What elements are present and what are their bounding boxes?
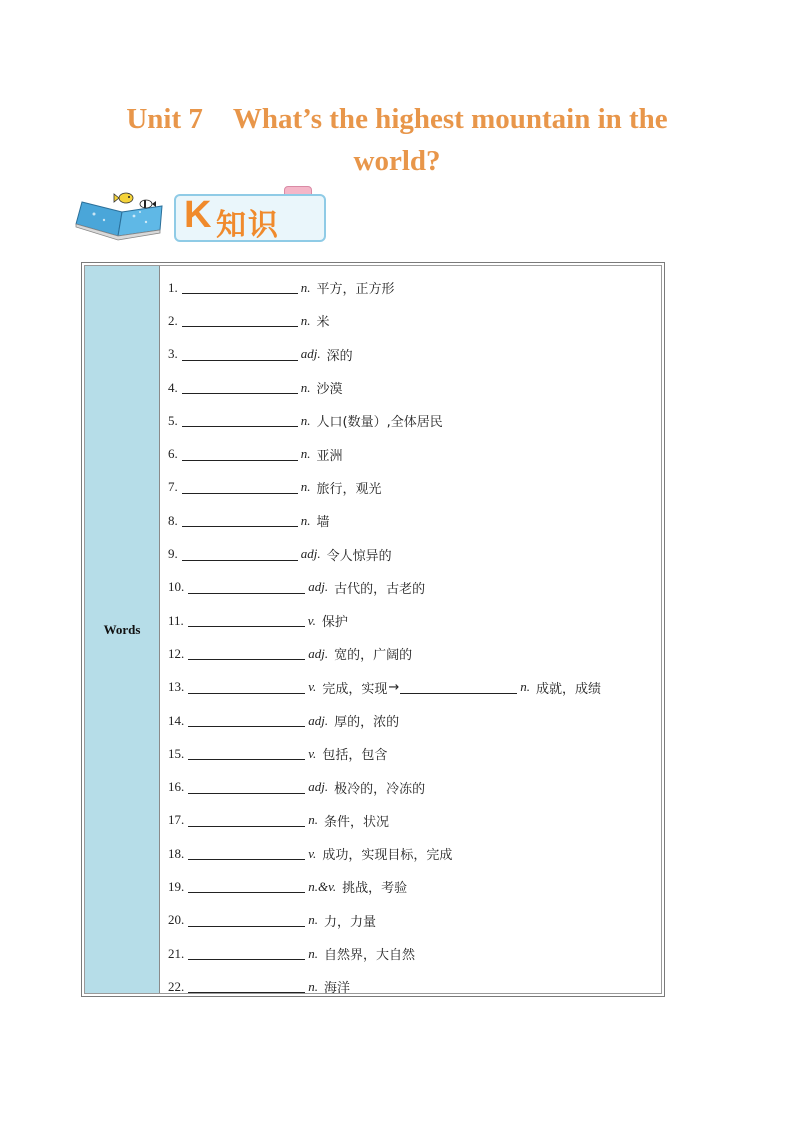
unit-label: Unit 7 [126,103,203,135]
item-number: 3. [168,346,178,362]
knowledge-letter: K [184,194,212,236]
meaning: 古代的，古老的 [334,581,426,597]
meaning: 深的 [326,348,353,364]
part-of-speech: n. [308,912,318,928]
part-of-speech: n. [300,312,311,328]
meaning: 海洋 [324,981,351,997]
word-row [168,304,658,337]
answer-blank[interactable] [188,980,305,993]
word-row [168,504,658,537]
item-number: 6. [168,446,178,462]
word-row [168,604,658,637]
answer-blank[interactable] [182,314,298,327]
word-row [168,404,658,437]
meaning: 力，力量 [324,914,377,930]
part-of-speech: adj. [308,712,329,728]
answer-blank[interactable] [188,614,305,627]
word-list [168,271,658,1004]
item-number: 20. [168,912,185,928]
answer-blank[interactable] [182,348,298,361]
meaning: 自然界，大自然 [324,948,416,964]
part-of-speech: adj. [308,779,329,795]
meaning: 平方，正方形 [316,282,395,298]
word-row [168,637,658,670]
answer-blank[interactable] [182,414,298,427]
part-of-speech: n. [308,978,318,994]
meaning: 成功，实现目标，完成 [322,848,453,864]
part-of-speech: v. [307,612,316,628]
answer-blank-2[interactable] [400,681,517,694]
part-of-speech: n. [308,945,318,961]
answer-blank[interactable] [182,548,298,561]
meaning: 完成，实现 [322,681,388,697]
answer-blank[interactable] [188,681,305,694]
item-number: 8. [168,512,178,528]
word-row [168,571,658,604]
meaning: 条件，状况 [324,814,390,830]
item-number: 17. [168,812,185,828]
meaning: 令人惊异的 [326,548,392,564]
title-line-2: world? [353,145,441,177]
item-number: 18. [168,845,185,861]
meaning: 沙漠 [316,382,343,398]
item-number: 22. [168,978,185,994]
meaning: 旅行，观光 [316,481,382,497]
answer-blank[interactable] [188,747,305,760]
words-table [81,262,665,997]
item-number: 21. [168,945,185,961]
meaning: 保护 [321,615,348,631]
word-row [168,338,658,371]
answer-blank[interactable] [188,647,305,660]
part-of-speech: adj. [308,645,329,661]
item-number: 19. [168,878,185,894]
item-number: 5. [168,412,178,428]
part-of-speech: n.&v. [308,878,337,894]
answer-blank[interactable] [182,514,298,527]
arrow-icon: → [388,679,400,695]
part-of-speech: n. [300,279,311,295]
category-cell [85,266,160,993]
item-number: 1. [168,279,178,295]
part-of-speech: n. [300,446,311,462]
answer-blank[interactable] [188,947,305,960]
answer-blank[interactable] [188,714,305,727]
part-of-speech: n. [300,412,311,428]
part-of-speech: adj. [300,546,321,562]
meaning: 宽的，广阔的 [334,648,413,664]
word-row [168,804,658,837]
word-row [168,271,658,304]
word-row [168,671,658,704]
item-number: 13. [168,679,185,695]
answer-blank[interactable] [188,814,305,827]
part-of-speech: adj. [308,579,329,595]
title-line-1 [70,98,724,140]
answer-blank[interactable] [182,448,298,461]
item-number: 10. [168,579,185,595]
part-of-speech: n. [308,812,318,828]
word-row [168,737,658,770]
word-row [168,904,658,937]
answer-blank[interactable] [182,281,298,294]
part-of-speech: n. [300,479,311,495]
answer-blank[interactable] [188,581,305,594]
category-label: Words [103,621,141,637]
item-number: 14. [168,712,185,728]
item-number: 12. [168,645,185,661]
item-number: 4. [168,379,178,395]
part-of-speech: adj. [300,346,321,362]
meaning: 极冷的，冷冻的 [334,781,426,797]
item-number: 15. [168,745,185,761]
meaning-2: 成就，成绩 [535,681,601,697]
word-row [168,471,658,504]
item-number: 16. [168,779,185,795]
word-row [168,870,658,903]
item-number: 7. [168,479,178,495]
part-of-speech: v. [308,679,317,695]
word-row [168,937,658,970]
word-row [168,437,658,470]
knowledge-text: 知识 [216,208,280,243]
answer-blank[interactable] [188,781,305,794]
word-row [168,970,658,1003]
book-fish-icon [74,186,170,246]
part-of-speech-2: n. [520,679,530,695]
answer-blank[interactable] [188,914,305,927]
knowledge-label-box [174,194,326,242]
word-row [168,837,658,870]
word-row [168,704,658,737]
part-of-speech: n. [300,512,311,528]
answer-blank[interactable] [188,847,305,860]
item-number: 9. [168,546,178,562]
meaning: 厚的，浓的 [334,715,400,730]
part-of-speech: v. [308,745,317,761]
part-of-speech: v. [308,845,317,861]
answer-blank[interactable] [182,481,298,494]
meaning: 包括，包含 [322,748,388,764]
item-number: 11. [168,612,184,628]
answer-blank[interactable] [182,381,298,394]
item-number: 2. [168,312,178,328]
part-of-speech: n. [300,379,311,395]
meaning: 米 [316,315,330,331]
title-text-1: What’s the highest mountain in the [232,103,668,135]
word-row [168,537,658,570]
page-title [70,98,724,182]
answer-blank[interactable] [188,880,305,893]
meaning: 墙 [316,515,330,531]
knowledge-banner [74,186,334,246]
word-row [168,770,658,803]
meaning: 亚洲 [316,448,343,464]
meaning: 人口(数量）,全体居民 [316,415,443,431]
word-row [168,371,658,404]
meaning: 挑战，考验 [342,881,408,897]
